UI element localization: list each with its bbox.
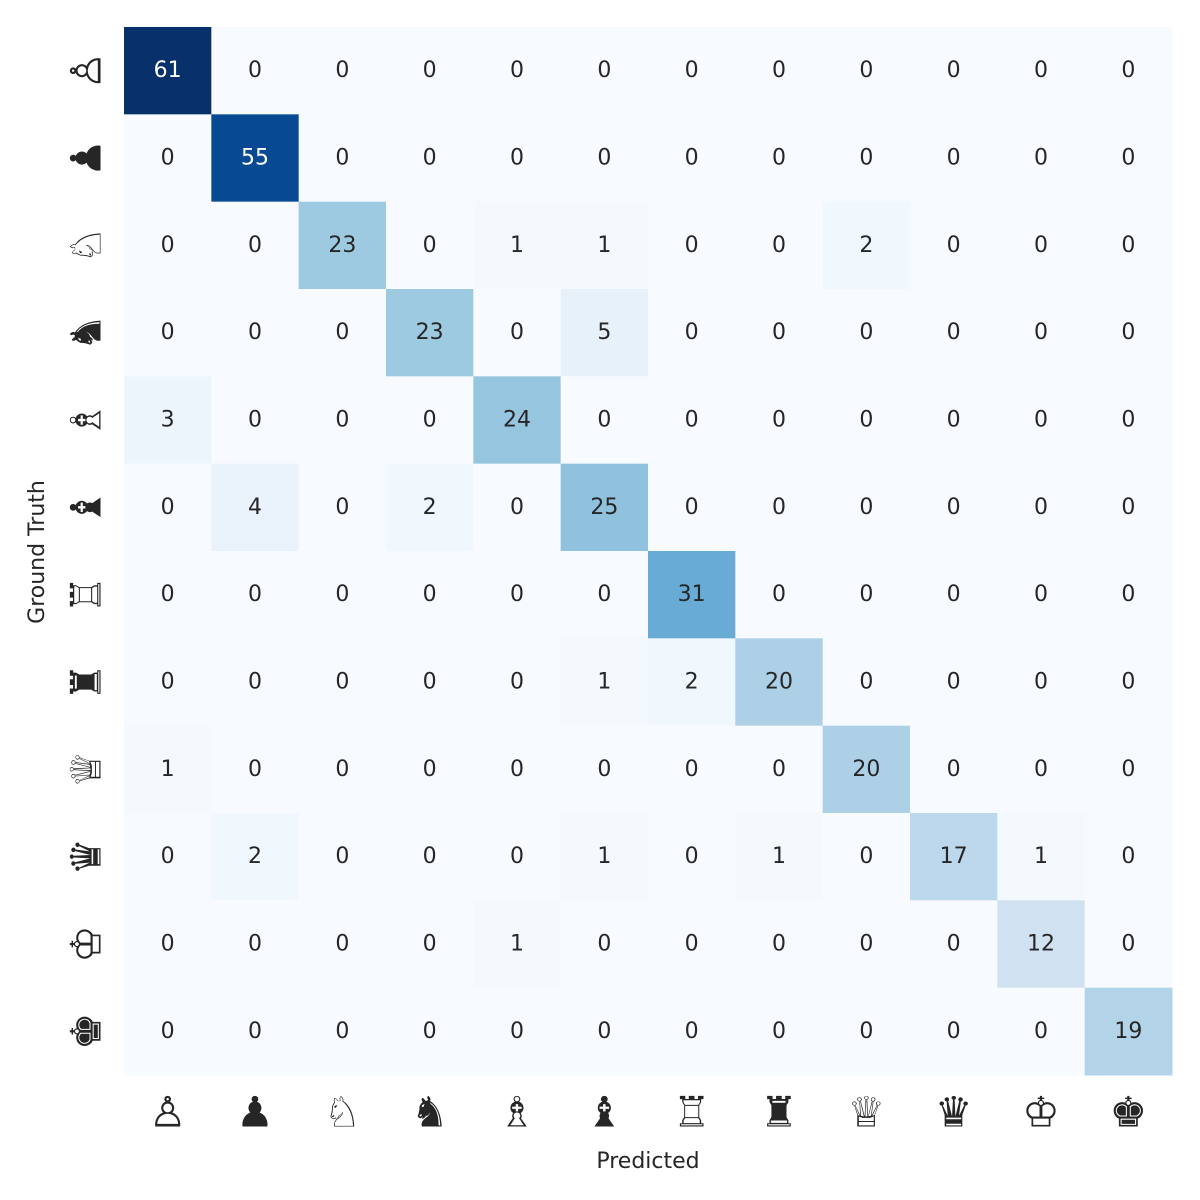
- cell-value-label: 23: [328, 232, 357, 258]
- cell-value-label: 0: [946, 756, 961, 782]
- cell-value-label: 0: [1121, 844, 1136, 870]
- y-tick-label: ♟: [61, 139, 111, 177]
- cell-value-label: 0: [335, 756, 350, 782]
- y-tick-label: ♞: [61, 313, 111, 352]
- y-tick-label: ♕: [61, 750, 111, 789]
- cell-value-label: 0: [510, 494, 524, 520]
- y-tick-labels: [62, 52, 111, 1050]
- cell-value-label: 0: [772, 407, 786, 433]
- cell-value-label: 0: [422, 407, 437, 433]
- cell-value-label: 0: [1034, 232, 1048, 258]
- cell-value-label: 0: [160, 669, 175, 695]
- cell-value-label: 1: [597, 669, 612, 695]
- cell-value-label: 0: [946, 931, 961, 957]
- cell-value-label: 2: [859, 232, 874, 258]
- cell-value-label: 0: [1034, 145, 1048, 171]
- cell-value-label: 0: [772, 58, 786, 84]
- cell-value-label: 0: [859, 931, 874, 957]
- cell-value-label: 1: [160, 756, 175, 782]
- cell-value-label: 0: [859, 58, 874, 84]
- cell-value-label: 0: [510, 669, 524, 695]
- cell-value-label: 0: [946, 669, 961, 695]
- x-tick-label: ♗: [498, 1087, 536, 1137]
- cell-value-label: 0: [1121, 58, 1136, 84]
- cell-value-label: 0: [684, 1018, 699, 1044]
- cell-value-label: 55: [241, 145, 269, 171]
- cell-value-label: 0: [248, 1018, 262, 1044]
- cell-value-label: 0: [597, 58, 612, 84]
- cell-value-label: 0: [772, 931, 786, 957]
- cell-value-label: 4: [248, 494, 262, 520]
- cell-value-label: 0: [1034, 320, 1048, 346]
- y-tick-label: ♙: [61, 51, 111, 90]
- cell-value-label: 0: [772, 232, 786, 258]
- cell-value-label: 0: [160, 582, 175, 608]
- cell-value-label: 0: [772, 145, 786, 171]
- cell-value-label: 3: [160, 407, 175, 433]
- x-tick-label: ♜: [760, 1087, 798, 1137]
- cell-value-label: 0: [946, 58, 961, 84]
- x-tick-label: ♕: [847, 1087, 886, 1137]
- cell-value-label: 61: [153, 58, 182, 84]
- cell-value-label: 0: [859, 582, 874, 608]
- cell-value-label: 20: [765, 669, 793, 695]
- cell-value-label: 0: [335, 844, 350, 870]
- cell-value-label: 0: [422, 232, 437, 258]
- cell-value-label: 0: [1034, 756, 1048, 782]
- cell-value-label: 0: [422, 582, 437, 608]
- cell-value-label: 0: [772, 494, 786, 520]
- cell-value-label: 0: [510, 1018, 524, 1044]
- cell-value-label: 0: [160, 145, 175, 171]
- cell-value-label: 0: [1121, 756, 1136, 782]
- cell-value-label: 0: [684, 320, 699, 346]
- cell-value-label: 0: [422, 669, 437, 695]
- cell-value-label: 0: [859, 145, 874, 171]
- cell-value-label: 0: [510, 756, 524, 782]
- cell-value-label: 0: [597, 1018, 612, 1044]
- cell-value-label: 0: [684, 232, 699, 258]
- cell-value-label: 0: [248, 582, 262, 608]
- cell-value-label: 0: [597, 145, 612, 171]
- cell-value-label: 0: [1034, 582, 1048, 608]
- cell-value-label: 2: [684, 669, 699, 695]
- cell-value-label: 0: [859, 669, 874, 695]
- cell-value-label: 0: [684, 494, 699, 520]
- y-tick-label: ♛: [61, 837, 111, 876]
- cell-value-label: 0: [859, 844, 874, 870]
- cell-value-label: 0: [1034, 407, 1048, 433]
- cell-value-label: 1: [772, 844, 786, 870]
- cell-value-label: 0: [1121, 407, 1136, 433]
- cell-value-label: 0: [248, 232, 262, 258]
- cell-value-label: 0: [510, 320, 524, 346]
- cell-value-label: 0: [422, 844, 437, 870]
- cell-value-label: 5: [597, 320, 612, 346]
- y-axis-label: Ground Truth: [25, 480, 50, 624]
- x-tick-label: ♚: [1109, 1087, 1148, 1137]
- cell-value-label: 24: [503, 407, 531, 433]
- cell-value-label: 0: [946, 494, 961, 520]
- cell-value-label: 0: [1121, 232, 1136, 258]
- cell-value-label: 0: [1034, 494, 1048, 520]
- y-tick-label: ♘: [61, 226, 111, 265]
- cell-value-label: 0: [1121, 582, 1136, 608]
- y-tick-label: ♝: [61, 488, 111, 527]
- x-tick-label: ♟: [236, 1087, 274, 1137]
- cell-value-label: 0: [510, 582, 524, 608]
- cell-value-label: 0: [422, 931, 437, 957]
- cell-value-label: 1: [597, 844, 612, 870]
- cell-value-label: 1: [510, 931, 524, 957]
- cell-value-label: 0: [160, 844, 175, 870]
- cell-value-label: 0: [684, 407, 699, 433]
- cell-value-label: 0: [335, 582, 350, 608]
- cell-value-label: 0: [946, 582, 961, 608]
- cell-value-label: 0: [422, 145, 437, 171]
- cell-value-label: 0: [510, 145, 524, 171]
- cell-value-label: 17: [939, 844, 968, 870]
- cell-value-label: 0: [684, 58, 699, 84]
- cell-value-label: 12: [1027, 931, 1055, 957]
- cell-value-label: 0: [684, 844, 699, 870]
- x-tick-label: ♛: [934, 1087, 973, 1137]
- cell-value-label: 0: [946, 145, 961, 171]
- cell-value-label: 0: [510, 58, 524, 84]
- cell-value-label: 0: [335, 407, 350, 433]
- cell-value-label: 0: [1121, 145, 1136, 171]
- cell-value-label: 1: [597, 232, 612, 258]
- cell-value-label: 0: [946, 232, 961, 258]
- cell-value-label: 0: [597, 407, 612, 433]
- cell-value-label: 0: [772, 1018, 786, 1044]
- cell-value-label: 2: [248, 844, 262, 870]
- x-tick-label: ♞: [410, 1087, 449, 1137]
- cell-value-label: 0: [248, 669, 262, 695]
- cell-value-label: 0: [248, 931, 262, 957]
- cell-value-label: 0: [772, 320, 786, 346]
- cell-value-label: 0: [335, 320, 350, 346]
- cell-value-label: 19: [1114, 1018, 1143, 1044]
- cell-value-label: 0: [335, 145, 350, 171]
- cell-value-label: 0: [248, 58, 262, 84]
- cell-value-label: 0: [1034, 669, 1048, 695]
- cell-value-label: 0: [248, 407, 262, 433]
- cell-value-label: 0: [1034, 58, 1048, 84]
- y-tick-label: ♔: [61, 925, 111, 963]
- cell-value-label: 0: [335, 1018, 350, 1044]
- x-tick-label: ♔: [1022, 1087, 1060, 1137]
- cell-value-label: 0: [160, 1018, 175, 1044]
- x-tick-label: ♙: [148, 1087, 187, 1137]
- cell-value-label: 0: [946, 407, 961, 433]
- cell-value-label: 0: [597, 582, 612, 608]
- cell-value-label: 0: [684, 931, 699, 957]
- cell-value-label: 0: [335, 494, 350, 520]
- cell-value-label: 0: [859, 407, 874, 433]
- cell-value-label: 0: [684, 145, 699, 171]
- cell-value-label: 0: [335, 58, 350, 84]
- cell-value-label: 0: [772, 582, 786, 608]
- y-tick-label: ♖: [61, 575, 111, 614]
- cell-value-label: 0: [160, 931, 175, 957]
- cell-value-label: 0: [335, 669, 350, 695]
- y-tick-label: ♚: [61, 1012, 111, 1051]
- y-tick-label: ♗: [61, 401, 111, 439]
- cell-value-label: 0: [946, 1018, 961, 1044]
- cell-value-label: 0: [1121, 320, 1136, 346]
- cell-value-label: 0: [1121, 494, 1136, 520]
- cell-value-label: 0: [1121, 931, 1136, 957]
- x-tick-label: ♘: [323, 1087, 362, 1137]
- x-axis-label: Predicted: [596, 1149, 700, 1174]
- cell-value-label: 0: [248, 756, 262, 782]
- cell-value-label: 20: [852, 756, 881, 782]
- cell-value-label: 0: [859, 1018, 874, 1044]
- cell-value-label: 0: [160, 232, 175, 258]
- cell-value-label: 1: [510, 232, 524, 258]
- cell-value-label: 0: [772, 756, 786, 782]
- cell-value-label: 2: [422, 494, 437, 520]
- cell-value-label: 0: [510, 844, 524, 870]
- cell-value-label: 23: [415, 320, 444, 346]
- cell-value-label: 1: [1034, 844, 1048, 870]
- cell-value-label: 0: [160, 494, 175, 520]
- cell-value-label: 25: [590, 494, 619, 520]
- heatmap-cells: [124, 27, 1173, 1076]
- x-tick-label: ♖: [672, 1087, 711, 1137]
- x-tick-labels: [149, 1088, 1147, 1137]
- cell-value-label: 0: [1121, 669, 1136, 695]
- cell-value-label: 0: [422, 756, 437, 782]
- cell-value-label: 0: [859, 320, 874, 346]
- cell-value-label: 31: [677, 582, 706, 608]
- cell-value-label: 0: [859, 494, 874, 520]
- cell-value-label: 0: [160, 320, 175, 346]
- cell-value-label: 0: [422, 58, 437, 84]
- x-tick-label: ♝: [585, 1087, 624, 1137]
- cell-value-label: 0: [946, 320, 961, 346]
- y-tick-label: ♜: [61, 663, 111, 701]
- cell-value-label: 0: [597, 756, 612, 782]
- cell-value-label: 0: [335, 931, 350, 957]
- cell-value-label: 0: [684, 756, 699, 782]
- cell-value-label: 0: [1034, 1018, 1048, 1044]
- cell-value-label: 0: [248, 320, 262, 346]
- cell-value-label: 0: [597, 931, 612, 957]
- cell-value-label: 0: [422, 1018, 437, 1044]
